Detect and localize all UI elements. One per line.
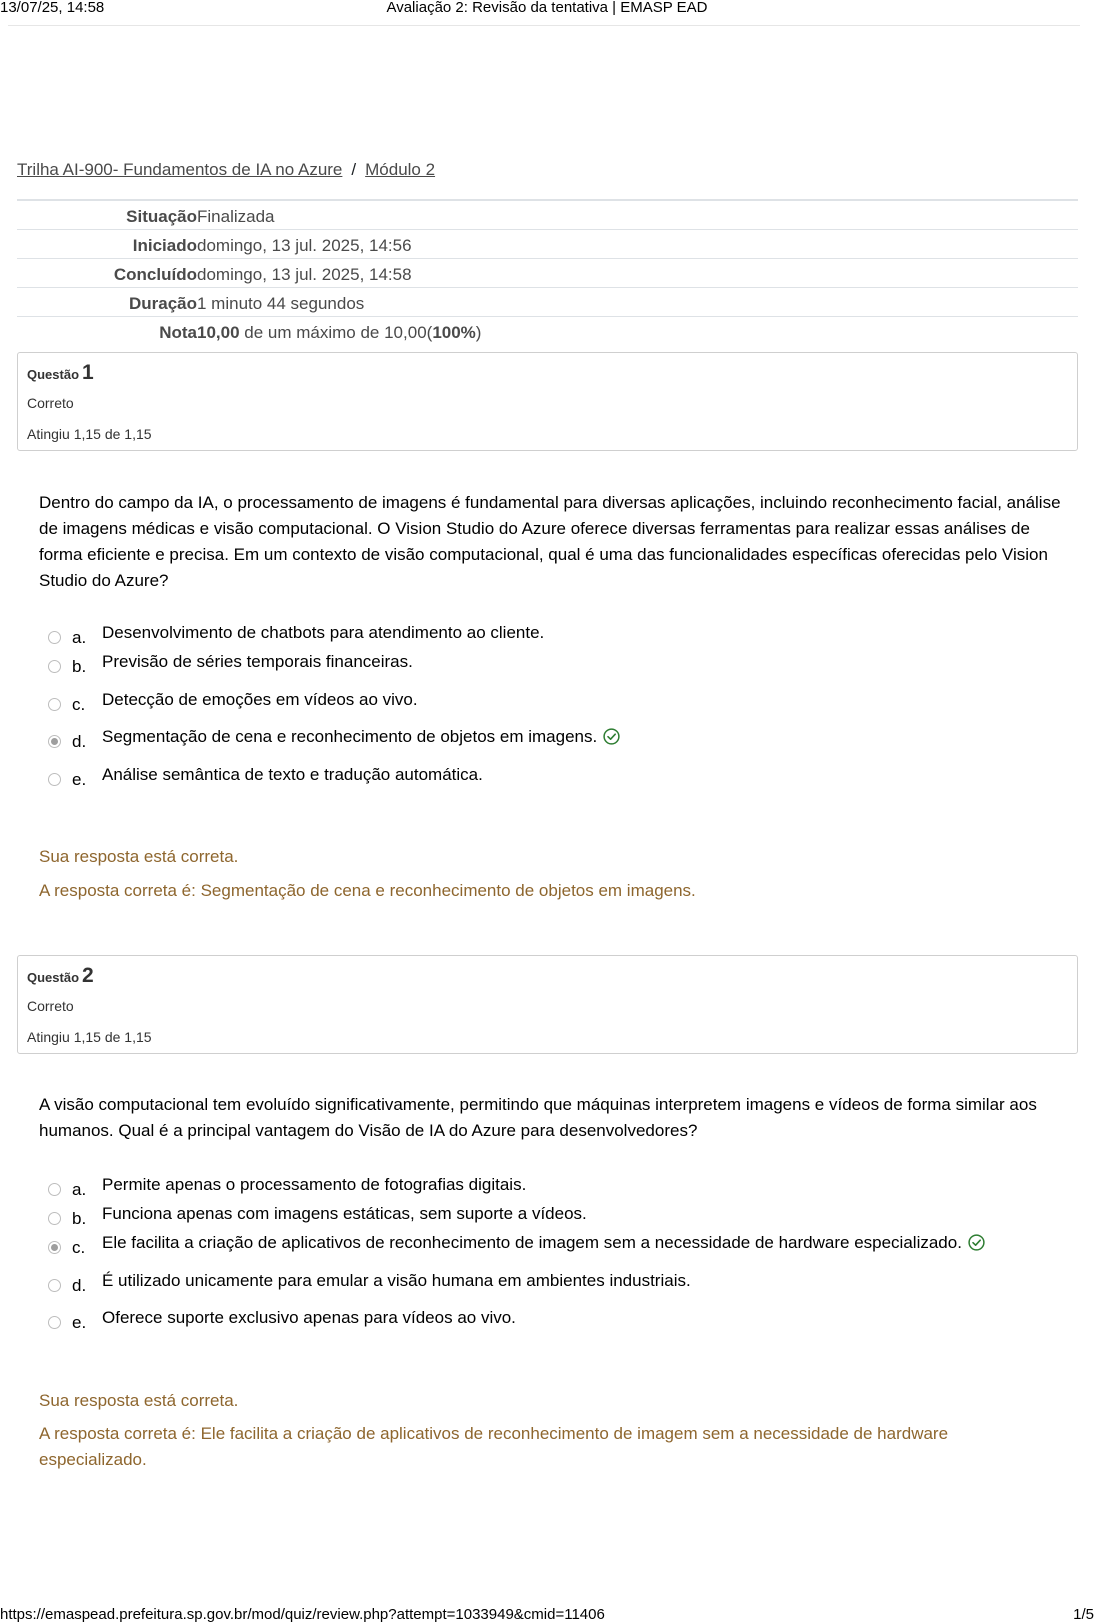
answer-text: Funciona apenas com imagens estáticas, sem suporte a vídeos. (102, 1204, 587, 1223)
answer-letter: e. (72, 1313, 87, 1332)
answer-text: Detecção de emoções em vídeos ao vivo. (102, 690, 418, 709)
grade-value (197, 323, 481, 343)
answer-text: Oferece suporte exclusivo apenas para vídeos ao vivo. (102, 1308, 516, 1327)
breadcrumb-module-link[interactable]: Módulo 2 (365, 160, 436, 179)
header-divider (8, 25, 1080, 26)
answer-letter: c. (72, 1238, 86, 1257)
summary-label: Concluído (113, 265, 197, 284)
radio-button[interactable] (48, 773, 61, 786)
radio-button[interactable] (48, 698, 61, 711)
grade-close: ) (475, 323, 482, 342)
question-number-value: 1 (82, 361, 94, 384)
radio-button[interactable] (48, 1183, 61, 1196)
question-text: Dentro do campo da IA, o processamento de imagens é fundamental para diversas aplicações, incluindo reconhecimento facial, análise de imagens médicas e visão computacional. O Vision Studio do Azure oferece diversas ferramentas para realizar essas análises de forma eficiente e precisa. Em um contexto de visão computacional, qual é uma das funcionalidades específicas oferecidas pelo Vision Studio do Azure? (39, 493, 1061, 590)
right-answer-text: A resposta correta é: Segmentação de cena e reconhecimento de objetos em imagens. (39, 881, 696, 900)
answer-letter: e. (72, 770, 87, 789)
radio-button-selected[interactable] (48, 735, 61, 748)
summary-row-started (17, 230, 1078, 259)
correct-check-icon (968, 1234, 985, 1256)
question-text: A visão computacional tem evoluído significativamente, permitindo que máquinas interpretem imagens e vídeos de forma similar aos humanos. Qual é a principal vantagem do Visão de IA do Azure para desenvolvedores? (39, 1095, 1037, 1140)
answer-text: Desenvolvimento de chatbots para atendimento ao cliente. (102, 623, 545, 642)
print-url: https://emaspead.prefeitura.sp.gov.br/mod/quiz/review.php?attempt=1033949&cmid=11406 (0, 1606, 605, 1623)
question-state: Correto (27, 395, 74, 411)
print-page-title: Avaliação 2: Revisão da tentativa | EMASP EAD (386, 0, 708, 16)
breadcrumb-course-link[interactable]: Trilha AI-900- Fundamentos de IA no Azure (17, 160, 343, 179)
answer-letter: d. (72, 1276, 87, 1295)
question-prefix: Questão (27, 970, 80, 985)
answer-letter: a. (72, 1180, 87, 1199)
radio-button[interactable] (48, 1279, 61, 1292)
answer-text: Previsão de séries temporais financeiras. (102, 652, 413, 671)
summary-row-duration (17, 288, 1078, 317)
radio-button[interactable] (48, 1212, 61, 1225)
print-datetime: 13/07/25, 14:58 (0, 0, 105, 16)
answer-text-value: Segmentação de cena e reconhecimento de objetos em imagens. (102, 727, 598, 746)
summary-row-grade (17, 317, 1078, 345)
grade-score: 10,00 (197, 323, 240, 342)
attempt-summary-table (17, 199, 1078, 345)
summary-label: Situação (126, 207, 197, 226)
question-info-box (17, 955, 1078, 1054)
feedback-text: Sua resposta está correta. (39, 1391, 239, 1410)
radio-button[interactable] (48, 660, 61, 673)
breadcrumb (17, 160, 435, 180)
summary-value: domingo, 13 jul. 2025, 14:56 (197, 236, 412, 255)
answer-letter: b. (72, 1209, 87, 1228)
answer-text: Permite apenas o processamento de fotografias digitais. (102, 1175, 527, 1194)
radio-button-selected[interactable] (48, 1241, 61, 1254)
page-number: 1/5 (1073, 1606, 1094, 1623)
summary-label: Duração (128, 294, 197, 313)
radio-button[interactable] (48, 1316, 61, 1329)
answer-text-value: Ele facilita a criação de aplicativos de reconhecimento de imagem sem a necessidade de hardware especializado. (102, 1233, 962, 1252)
summary-row-status (17, 201, 1078, 230)
question-state: Correto (27, 998, 74, 1014)
answer-letter: c. (72, 695, 86, 714)
summary-label: Iniciado (132, 236, 197, 255)
question-number-value: 2 (82, 964, 94, 987)
answer-text (102, 727, 620, 750)
answer-letter: a. (72, 628, 87, 647)
answer-letter: d. (72, 732, 87, 751)
answer-text: Análise semântica de texto e tradução automática. (102, 765, 483, 784)
print-header (0, 0, 1094, 16)
right-answer-text: A resposta correta é: Ele facilita a criação de aplicativos de reconhecimento de imagem sem a necessidade de hardware especializado. (39, 1424, 949, 1469)
breadcrumb-separator: / (351, 160, 357, 179)
summary-label: Nota (159, 323, 197, 342)
summary-row-completed (17, 259, 1078, 288)
question-number (27, 361, 94, 385)
feedback-text: Sua resposta está correta. (39, 847, 239, 866)
grade-max: de um máximo de 10,00( (239, 323, 433, 342)
question-number (27, 964, 94, 988)
question-grade: Atingiu 1,15 de 1,15 (27, 1029, 152, 1045)
question-grade: Atingiu 1,15 de 1,15 (27, 426, 152, 442)
answer-text: É utilizado unicamente para emular a visão humana em ambientes industriais. (102, 1271, 691, 1290)
radio-button[interactable] (48, 631, 61, 644)
summary-value: 1 minuto 44 segundos (197, 294, 365, 313)
answer-letter: b. (72, 657, 87, 676)
question-prefix: Questão (27, 367, 80, 382)
summary-value: domingo, 13 jul. 2025, 14:58 (197, 265, 412, 284)
grade-percent: 100% (432, 323, 476, 342)
answer-text (102, 1233, 985, 1256)
question-info-box (17, 352, 1078, 451)
summary-value: Finalizada (197, 207, 275, 226)
correct-check-icon (603, 728, 620, 750)
